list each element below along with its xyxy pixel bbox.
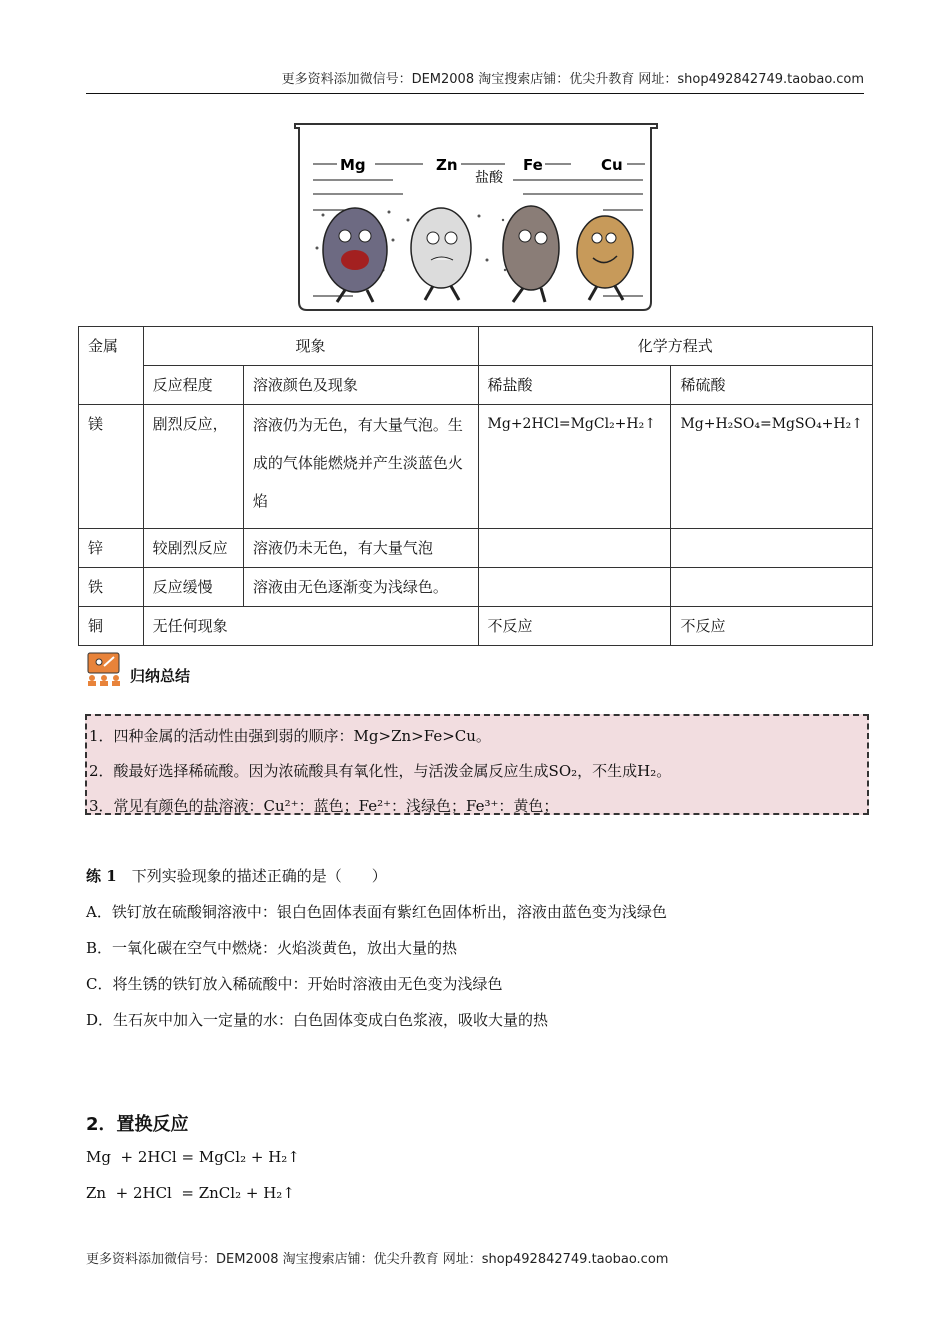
degree-cell: 较剧烈反应	[143, 529, 243, 568]
phenomenon-cell: 无任何现象	[143, 607, 478, 646]
page-footer: 更多资料添加微信号：DEM2008 淘宝搜索店铺：优尖升教育 网址：shop492842749.taobao.com	[86, 1252, 669, 1267]
option-b: B．一氧化碳在空气中燃烧：火焰淡黄色，放出大量的热	[86, 939, 458, 957]
metal-cell: 铁	[79, 568, 144, 607]
color-cell: 溶液仍未无色，有大量气泡	[243, 529, 478, 568]
metal-cell: 铜	[79, 607, 144, 646]
metal-acid-illustration	[293, 120, 661, 315]
exercise-stem: 下列实验现象的描述正确的是（ ）	[131, 867, 387, 885]
summary-box	[85, 714, 869, 815]
option-a: A．铁钉放在硫酸铜溶液中：银白色固体表面有紫红色固体析出，溶液由蓝色变为浅绿色	[86, 903, 667, 921]
summary-line-3: 3．常见有颜色的盐溶液：Cu²⁺：蓝色；Fe²⁺：浅绿色；Fe³⁺：黄色；	[89, 797, 559, 815]
h2so4-equation-cell	[671, 529, 873, 568]
degree-cell: 反应缓慢	[143, 568, 243, 607]
header-hcl: 稀盐酸	[478, 366, 671, 405]
exercise-label: 练 1	[86, 867, 117, 885]
header-h2so4: 稀硫酸	[671, 366, 873, 405]
label-acid: 盐酸	[475, 170, 503, 186]
hcl-equation-cell: 不反应	[478, 607, 671, 646]
section-title: 2．置换反应	[86, 1114, 189, 1135]
h2so4-equation-cell: 不反应	[671, 607, 873, 646]
color-cell: 溶液由无色逐渐变为浅绿色。	[243, 568, 478, 607]
teacher-icon	[86, 652, 122, 686]
header-solution-color: 溶液颜色及现象	[243, 366, 478, 405]
exercise-1	[86, 864, 667, 1044]
page-header: 更多资料添加微信号：DEM2008 淘宝搜索店铺：优尖升教育 网址：shop492842749.taobao.com	[86, 68, 864, 94]
option-d: D．生石灰中加入一定量的水：白色固体变成白色浆液，吸收大量的热	[86, 1011, 549, 1029]
degree-cell: 剧烈反应，	[143, 405, 243, 529]
equation-zn: Zn + 2HCl = ZnCl₂ + H₂↑	[86, 1184, 295, 1202]
metal-cell: 锌	[79, 529, 144, 568]
hcl-equation-cell: Mg+2HCl=MgCl₂+H₂↑	[478, 405, 671, 529]
hcl-equation-cell	[478, 568, 671, 607]
h2so4-equation-cell	[671, 568, 873, 607]
option-c: C．将生锈的铁钉放入稀硫酸中：开始时溶液由无色变为浅绿色	[86, 975, 503, 993]
header-equation: 化学方程式	[478, 327, 872, 366]
label-zn: Zn	[436, 156, 458, 174]
header-phenomenon: 现象	[143, 327, 478, 366]
hcl-equation-cell	[478, 529, 671, 568]
metal-cell: 镁	[79, 405, 144, 529]
summary-title: 归纳总结	[130, 667, 191, 685]
header-degree: 反应程度	[143, 366, 243, 405]
h2so4-equation-cell: Mg+H₂SO₄=MgSO₄+H₂↑	[671, 405, 873, 529]
label-mg: Mg	[340, 156, 366, 174]
equations	[86, 1146, 300, 1218]
summary-heading	[86, 652, 190, 686]
color-cell: 溶液仍为无色，有大量气泡。生成的气体能燃烧并产生淡蓝色火焰	[243, 405, 478, 529]
header-metal: 金属	[79, 327, 144, 405]
equation-mg: Mg + 2HCl = MgCl₂ + H₂↑	[86, 1148, 300, 1166]
reaction-table	[78, 326, 873, 646]
summary-line-1: 1．四种金属的活动性由强到弱的顺序：Mg>Zn>Fe>Cu。	[89, 727, 491, 745]
label-cu: Cu	[601, 156, 623, 174]
summary-line-2: 2．酸最好选择稀硫酸。因为浓硫酸具有氧化性，与活泼金属反应生成SO₂，不生成H₂。	[89, 762, 672, 780]
label-fe: Fe	[523, 156, 543, 174]
